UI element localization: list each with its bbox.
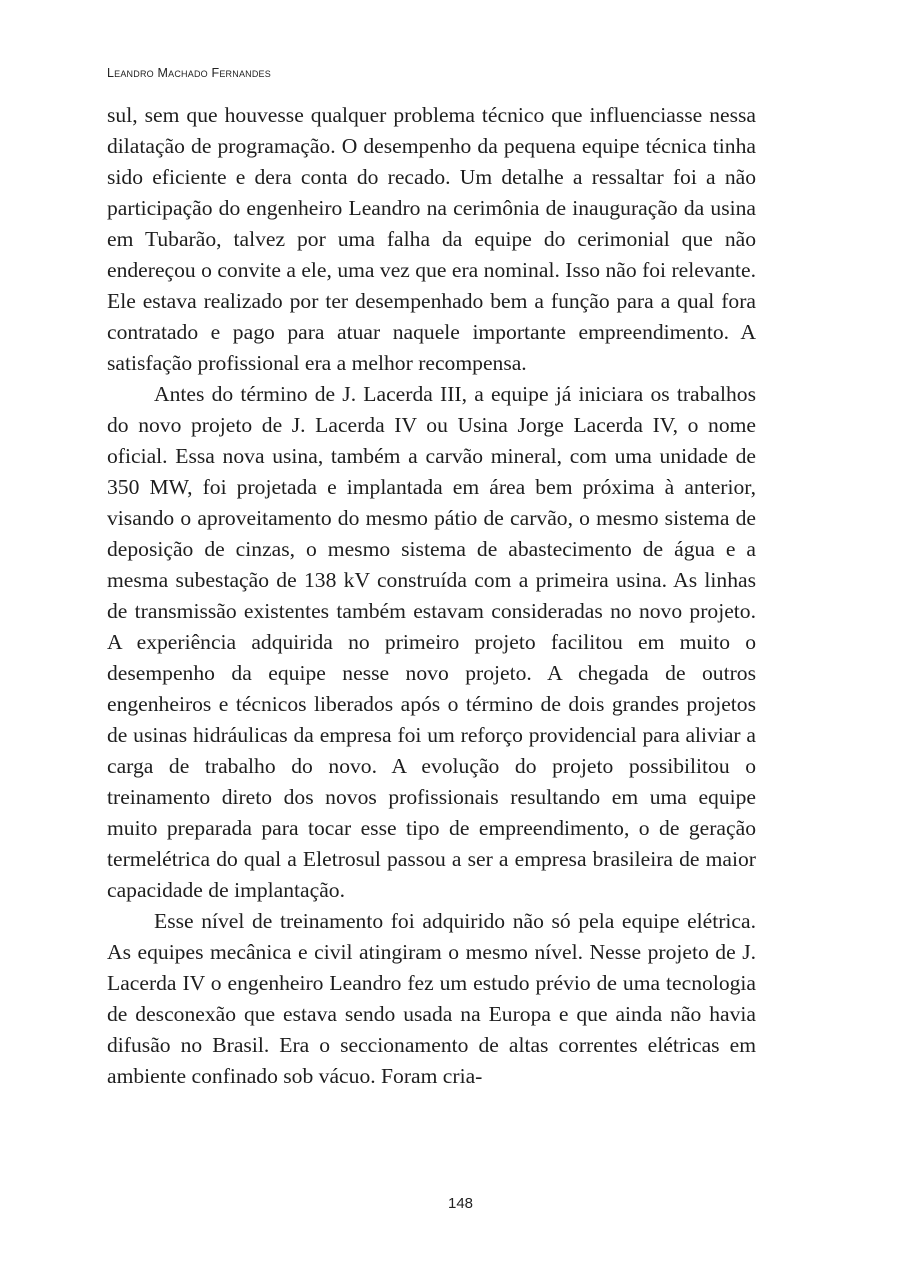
paragraph-continuation: sul, sem que houvesse qualquer problema técnico que influenciasse nessa dilatação de programação. O desempenho da pequena equipe técnica tinha sido eficiente e dera conta do recado. Um detalhe a ressaltar foi a não participação do engenheiro Leandro na cerimônia de inauguração da usina em Tubarão, talvez por uma falha da equipe do cerimonial que não endereçou o convite a ele, uma vez que era nominal. Isso não foi relevante. Ele estava realizado por ter desempenhado bem a função para a qual fora contratado e pago para atuar naquele importante empreendimento. A satisfação profissional era a melhor recompensa. [107,103,756,375]
paragraph-training-level: Esse nível de treinamento foi adquirido não só pela equipe elétrica. As equipes mecânica e civil atingiram o mesmo nível. Nesse projeto de J. Lacerda IV o engenheiro Leandro fez um estudo prévio de uma tecnologia de desconexão que estava sendo usada na Europa e que ainda não havia difusão no Brasil. Era o seccionamento de altas correntes elétricas em ambiente confinado sob vácuo. Foram cria- [107,909,756,1088]
paragraph-jorge-lacerda-iv: Antes do término de J. Lacerda III, a equipe já iniciara os trabalhos do novo projeto de J. Lacerda IV ou Usina Jorge Lacerda IV, o nome oficial. Essa nova usina, também a carvão mineral, com uma unidade de 350 MW, foi projetada e implantada em área bem próxima à anterior, visando o aproveitamento do mesmo pátio de carvão, o mesmo sistema de deposição de cinzas, o mesmo sistema de abastecimento de água e a mesma subestação de 138 kV construída com a primeira usina. As linhas de transmissão existentes também estavam consideradas no novo projeto. A experiência adquirida no primeiro projeto facilitou em muito o desempenho da equipe nesse novo projeto. A chegada de outros engenheiros e técnicos liberados após o término de dois grandes projetos de usinas hidráulicas da empresa foi um reforço providencial para aliviar a carga de trabalho do novo. A evolução do projeto possibilitou o treinamento direto dos novos profissionais resultando em uma equipe muito preparada para tocar esse tipo de empreendimento, o de geração termelétrica do qual a Eletrosul passou a ser a empresa brasileira de maior capacidade de implantação. [107,382,756,902]
body-text [107,100,756,1092]
page-number: 148 [447,1195,474,1212]
running-header-author: Leandro Machado Fernandes [107,66,271,80]
